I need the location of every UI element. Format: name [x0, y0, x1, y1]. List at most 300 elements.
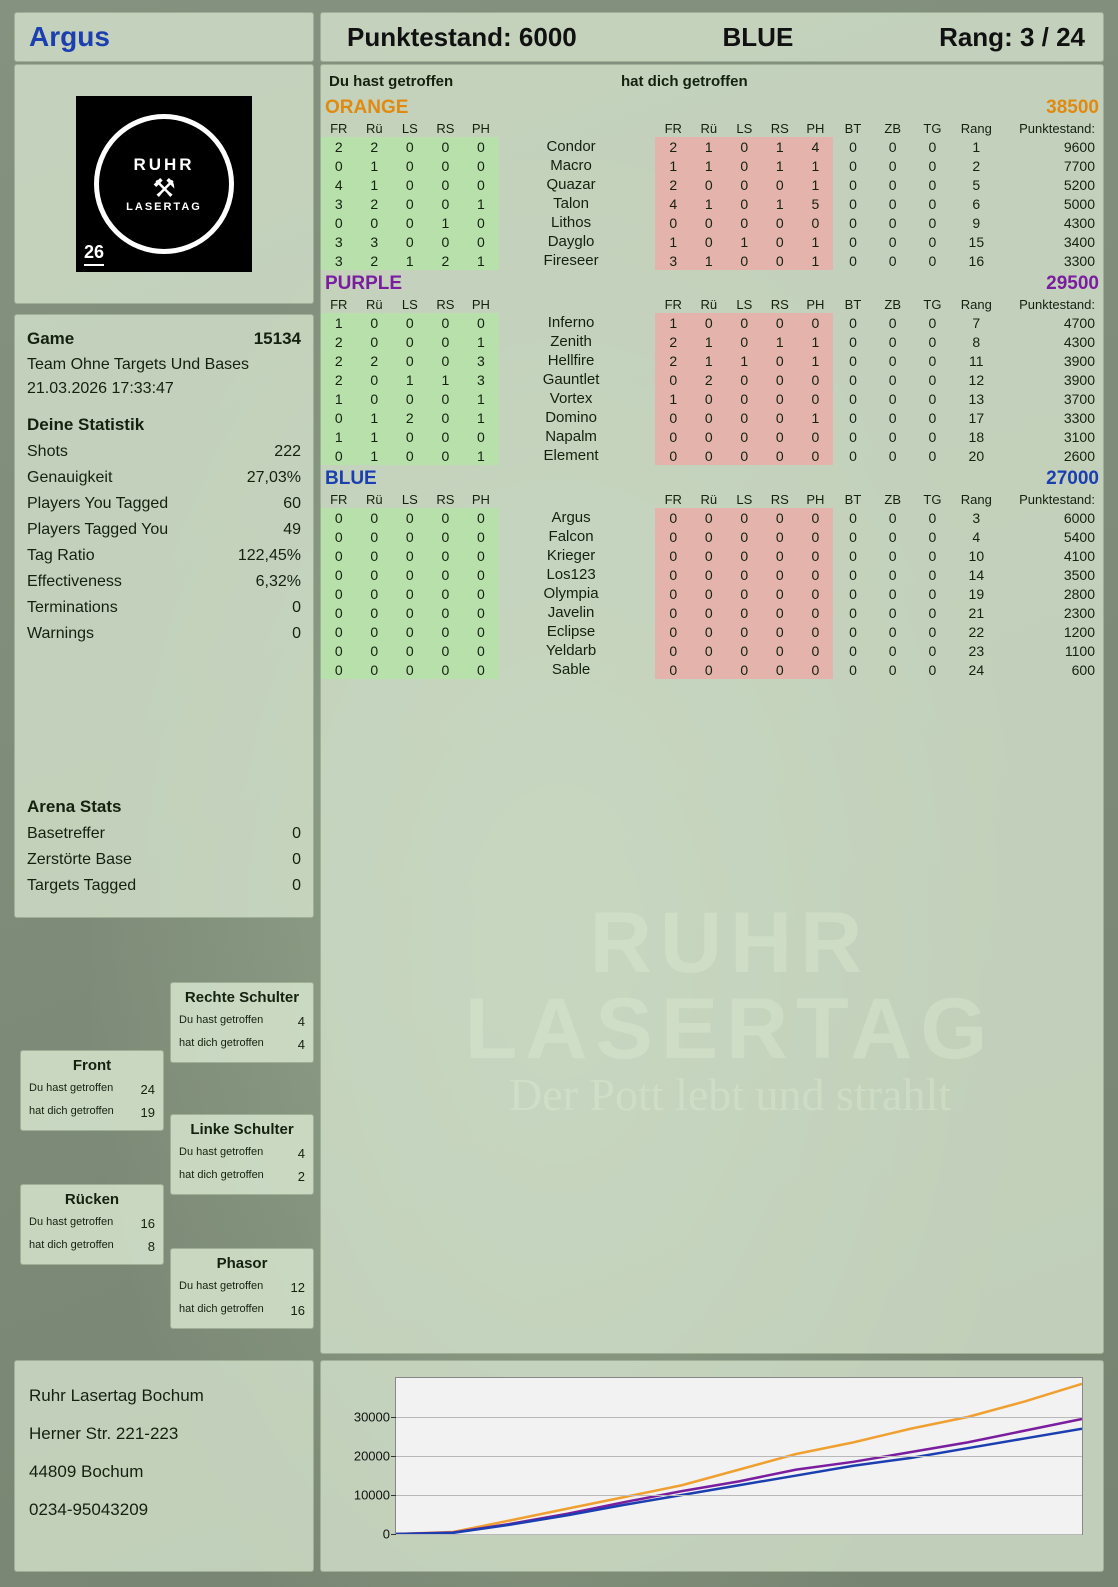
- table-cell: 17: [968, 409, 985, 426]
- table-cell: 0: [428, 565, 464, 584]
- column-header: Rü: [700, 297, 718, 312]
- table-row[interactable]: [321, 332, 1103, 351]
- table-cell: 0: [762, 389, 798, 408]
- table-cell: 0: [463, 660, 499, 679]
- table-cell: 14: [968, 566, 985, 583]
- table-cell: 0: [849, 390, 857, 407]
- table-cell: 0: [321, 446, 357, 465]
- table-cell: 0: [798, 622, 834, 641]
- zone-hit-label: Du hast getroffen: [179, 1014, 264, 1026]
- heading-tagged-you: hat dich getroffen: [621, 73, 748, 90]
- table-cell: 0: [392, 622, 428, 641]
- table-cell: 1: [428, 213, 464, 232]
- table-cell: 0: [321, 546, 357, 565]
- column-header: ZB: [884, 492, 902, 507]
- zone-phasor: [170, 1248, 314, 1329]
- table-cell: 3100: [1063, 428, 1095, 445]
- table-cell: 0: [321, 213, 357, 232]
- table-cell: 2: [428, 251, 464, 270]
- player-name-cell: Domino: [545, 409, 597, 426]
- table-cell: 0: [849, 409, 857, 426]
- player-name-cell: Zenith: [550, 333, 592, 350]
- table-cell: 0: [888, 447, 897, 464]
- table-cell: 3: [463, 351, 499, 370]
- table-cell: 2: [655, 332, 691, 351]
- table-cell: 0: [888, 138, 897, 155]
- table-cell: 0: [463, 603, 499, 622]
- player-name-cell: Gauntlet: [542, 371, 600, 388]
- table-cell: 0: [849, 566, 857, 583]
- table-row[interactable]: [321, 546, 1103, 565]
- table-cell: 0: [849, 509, 857, 526]
- table-cell: 16: [968, 252, 985, 269]
- table-cell: 0: [888, 642, 897, 659]
- column-header: Rang: [960, 492, 992, 507]
- column-header: Rü: [700, 492, 718, 507]
- player-name-cell: Vortex: [549, 390, 593, 407]
- column-header: PH: [806, 121, 825, 136]
- table-cell: 1: [392, 251, 428, 270]
- stat-row: [27, 439, 301, 465]
- zone-got-label: hat dich getroffen: [29, 1239, 114, 1251]
- table-cell: 7700: [1063, 157, 1095, 174]
- zone-front: [20, 1050, 164, 1131]
- stat-value: 49: [283, 521, 301, 538]
- table-cell: 0: [849, 585, 857, 602]
- table-cell: 0: [428, 427, 464, 446]
- table-row[interactable]: [321, 622, 1103, 641]
- team-score: 38500: [1046, 97, 1099, 118]
- stat-value: 6,32%: [255, 573, 301, 590]
- table-cell: 0: [849, 371, 857, 388]
- table-cell: 0: [849, 214, 857, 231]
- table-cell: 2: [691, 370, 727, 389]
- table-cell: 0: [798, 427, 834, 446]
- table-cell: 0: [357, 389, 393, 408]
- table-cell: 0: [762, 622, 798, 641]
- table-cell: 1: [463, 251, 499, 270]
- table-cell: 1200: [1063, 623, 1095, 640]
- zone-got-row: [179, 1033, 305, 1056]
- game-info-panel: [14, 314, 314, 918]
- table-cell: 0: [428, 408, 464, 427]
- table-cell: 9: [972, 214, 981, 231]
- table-cell: 1: [798, 175, 834, 194]
- table-cell: 0: [727, 370, 763, 389]
- table-cell: 1: [463, 194, 499, 213]
- table-row[interactable]: [321, 370, 1103, 389]
- table-cell: 0: [888, 566, 897, 583]
- table-cell: 0: [691, 584, 727, 603]
- table-row[interactable]: [321, 427, 1103, 446]
- zone-hit-value: 12: [290, 1280, 305, 1295]
- table-cell: 0: [928, 138, 937, 155]
- table-cell: 0: [392, 508, 428, 527]
- table-cell: 0: [849, 195, 857, 212]
- table-cell: 0: [691, 527, 727, 546]
- table-cell: 0: [392, 446, 428, 465]
- zone-got-row: [29, 1235, 155, 1258]
- table-cell: 19: [968, 585, 985, 602]
- table-row[interactable]: [321, 389, 1103, 408]
- table-cell: 0: [357, 565, 393, 584]
- table-cell: 0: [428, 527, 464, 546]
- table-cell: 0: [691, 389, 727, 408]
- player-name-cell: Napalm: [545, 428, 597, 445]
- table-cell: 13: [968, 390, 985, 407]
- table-cell: 0: [428, 446, 464, 465]
- table-row[interactable]: [321, 641, 1103, 660]
- column-header: LS: [736, 121, 753, 136]
- address-line: Ruhr Lasertag Bochum: [29, 1386, 204, 1405]
- table-cell: 0: [798, 584, 834, 603]
- table-row[interactable]: [321, 527, 1103, 546]
- phone-number: 0234-95043209: [29, 1500, 149, 1519]
- table-cell: 0: [888, 176, 897, 193]
- stat-value: 0: [292, 599, 301, 616]
- table-cell: 0: [727, 603, 763, 622]
- game-datetime: 21.03.2026 17:33:47: [27, 380, 174, 397]
- table-cell: 0: [928, 428, 937, 445]
- ruhr-lasertag-logo: [76, 96, 252, 272]
- chart-y-tick-label: 0: [382, 1526, 390, 1542]
- table-cell: 0: [463, 584, 499, 603]
- table-cell: 0: [888, 623, 897, 640]
- table-cell: 0: [463, 565, 499, 584]
- table-cell: 0: [357, 546, 393, 565]
- table-cell: 0: [798, 446, 834, 465]
- stat-label: Warnings: [27, 625, 94, 642]
- table-cell: 0: [392, 332, 428, 351]
- table-row[interactable]: [321, 137, 1103, 156]
- table-cell: 0: [798, 508, 834, 527]
- table-cell: 0: [727, 408, 763, 427]
- arena-row: [27, 847, 301, 873]
- table-cell: 0: [849, 314, 857, 331]
- table-row[interactable]: [321, 508, 1103, 527]
- table-cell: 0: [655, 527, 691, 546]
- zone-got-value: 2: [297, 1169, 305, 1184]
- table-cell: 0: [762, 508, 798, 527]
- table-cell: 0: [727, 446, 763, 465]
- chart-y-tick-label: 20000: [353, 1448, 390, 1464]
- arena-value: 0: [292, 877, 301, 894]
- logo-number: 26: [84, 242, 104, 266]
- hit-zone-panels: [14, 962, 314, 1352]
- table-cell: 0: [849, 252, 857, 269]
- table-cell: 3: [321, 251, 357, 270]
- player-name-cell: Olympia: [543, 585, 599, 602]
- table-cell: 0: [888, 214, 897, 231]
- table-cell: 7: [972, 314, 981, 331]
- table-cell: 0: [849, 157, 857, 174]
- table-cell: 0: [928, 547, 937, 564]
- table-cell: 0: [691, 408, 727, 427]
- table-cell: 0: [762, 527, 798, 546]
- table-cell: 3900: [1063, 352, 1095, 369]
- chart-gridline: [396, 1417, 1082, 1418]
- zone-hit-label: Du hast getroffen: [179, 1146, 264, 1158]
- team-table-orange: [321, 120, 1103, 270]
- table-row[interactable]: [321, 194, 1103, 213]
- column-header: RS: [436, 121, 455, 136]
- column-header: Rü: [700, 121, 718, 136]
- column-header: TG: [923, 297, 942, 312]
- column-header: FR: [664, 121, 682, 136]
- table-cell: 0: [762, 251, 798, 270]
- table-cell: 0: [888, 195, 897, 212]
- table-cell: 0: [357, 213, 393, 232]
- table-cell: 4: [655, 194, 691, 213]
- table-cell: 0: [849, 176, 857, 193]
- column-header: LS: [401, 121, 418, 136]
- table-cell: 0: [428, 313, 464, 332]
- table-cell: 0: [655, 622, 691, 641]
- zone-got-row: [179, 1299, 305, 1322]
- table-cell: 3500: [1063, 566, 1095, 583]
- table-cell: 0: [392, 427, 428, 446]
- zone-hit-value: 24: [140, 1082, 155, 1097]
- table-cell: 0: [428, 584, 464, 603]
- table-cell: 0: [727, 565, 763, 584]
- arena-value: 0: [292, 851, 301, 868]
- table-cell: 5200: [1063, 176, 1095, 193]
- table-cell: 1: [762, 156, 798, 175]
- table-row[interactable]: [321, 565, 1103, 584]
- column-header: BT: [844, 492, 862, 507]
- table-cell: 0: [691, 546, 727, 565]
- table-cell: 0: [392, 137, 428, 156]
- teams-container: [321, 94, 1103, 679]
- team-table-blue: [321, 491, 1103, 679]
- player-name-cell: Talon: [553, 195, 589, 212]
- team-name: BLUE: [325, 468, 377, 489]
- table-cell: 6000: [1063, 509, 1095, 526]
- table-cell: 0: [928, 352, 937, 369]
- table-cell: 0: [798, 527, 834, 546]
- table-cell: 0: [762, 603, 798, 622]
- score-progress-chart-panel: [320, 1360, 1104, 1572]
- zone-got-value: 16: [290, 1303, 305, 1318]
- table-cell: 0: [849, 642, 857, 659]
- table-cell: 0: [928, 528, 937, 545]
- table-cell: 1: [691, 332, 727, 351]
- table-row[interactable]: [321, 213, 1103, 232]
- stat-row: [27, 517, 301, 543]
- table-cell: 0: [463, 546, 499, 565]
- table-cell: 2: [357, 351, 393, 370]
- table-cell: 0: [655, 641, 691, 660]
- table-row[interactable]: [321, 446, 1103, 465]
- heading-you-tagged: Du hast getroffen: [329, 73, 454, 90]
- logo-ring: [94, 114, 234, 254]
- team-score: 29500: [1046, 273, 1099, 294]
- player-name-cell: Krieger: [546, 547, 596, 564]
- table-cell: 0: [321, 622, 357, 641]
- table-cell: 0: [798, 546, 834, 565]
- table-cell: 3400: [1063, 233, 1095, 250]
- team-header-purple: [321, 270, 1103, 296]
- zone-hit-label: Du hast getroffen: [179, 1280, 264, 1292]
- table-cell: 1: [691, 156, 727, 175]
- column-header: Rü: [365, 492, 383, 507]
- arena-stats-title: Arena Stats: [27, 797, 122, 816]
- zone-title: Rechte Schulter: [184, 989, 300, 1006]
- zone-hit-row: [179, 1142, 305, 1165]
- table-cell: 0: [428, 508, 464, 527]
- left-column: [14, 64, 314, 918]
- zone-hit-row: [29, 1212, 155, 1235]
- score-label: Punktestand: 6000: [347, 21, 577, 52]
- table-cell: 0: [928, 314, 937, 331]
- column-header: ZB: [884, 121, 902, 136]
- table-cell: 0: [691, 213, 727, 232]
- table-cell: 0: [463, 213, 499, 232]
- table-cell: 0: [655, 370, 691, 389]
- table-cell: 0: [727, 584, 763, 603]
- table-cell: 2800: [1063, 585, 1095, 602]
- table-cell: 0: [928, 642, 937, 659]
- table-cell: 4700: [1063, 314, 1095, 331]
- table-cell: 0: [762, 213, 798, 232]
- table-cell: 1: [727, 232, 763, 251]
- table-cell: 5: [798, 194, 834, 213]
- table-row[interactable]: [321, 408, 1103, 427]
- stat-label: Players You Tagged: [27, 495, 169, 512]
- table-row[interactable]: [321, 313, 1103, 332]
- table-cell: 0: [727, 156, 763, 175]
- table-cell: 0: [428, 546, 464, 565]
- table-cell: 0: [762, 584, 798, 603]
- zone-got-value: 19: [140, 1105, 155, 1120]
- scoreboard-column-headings: [321, 65, 1103, 94]
- table-cell: 0: [888, 371, 897, 388]
- table-cell: 0: [849, 661, 857, 678]
- table-cell: 0: [727, 660, 763, 679]
- table-cell: 0: [392, 565, 428, 584]
- table-row[interactable]: [321, 584, 1103, 603]
- table-cell: 2: [357, 251, 393, 270]
- table-row[interactable]: [321, 232, 1103, 251]
- table-cell: 0: [428, 622, 464, 641]
- stat-label: Effectiveness: [27, 573, 122, 590]
- table-cell: 0: [428, 641, 464, 660]
- table-cell: 1: [691, 137, 727, 156]
- table-cell: 0: [691, 446, 727, 465]
- table-cell: 1100: [1064, 642, 1095, 659]
- zone-got-value: 4: [297, 1037, 305, 1052]
- table-cell: 1: [321, 389, 357, 408]
- zone-title: Rücken: [64, 1191, 120, 1208]
- table-cell: 0: [691, 232, 727, 251]
- table-cell: 0: [463, 641, 499, 660]
- table-cell: 0: [762, 641, 798, 660]
- player-name-cell: Falcon: [548, 528, 594, 545]
- column-header: Punktestand:: [1019, 297, 1095, 312]
- table-cell: 5000: [1063, 195, 1095, 212]
- table-cell: 1: [357, 156, 393, 175]
- column-header: LS: [736, 297, 753, 312]
- table-cell: 3300: [1063, 252, 1095, 269]
- table-cell: 0: [888, 547, 897, 564]
- table-cell: 1: [428, 370, 464, 389]
- table-cell: 0: [762, 565, 798, 584]
- table-cell: 9600: [1063, 138, 1095, 155]
- table-cell: 0: [392, 175, 428, 194]
- table-row[interactable]: [321, 603, 1103, 622]
- table-cell: 0: [928, 233, 937, 250]
- table-row[interactable]: [321, 660, 1103, 679]
- table-cell: 0: [762, 175, 798, 194]
- stat-label: Tag Ratio: [27, 547, 95, 564]
- player-name-cell: Inferno: [547, 314, 595, 331]
- chart-plot: [353, 1377, 1083, 1542]
- table-cell: 0: [849, 428, 857, 445]
- table-cell: 22: [968, 623, 985, 640]
- table-cell: 4: [321, 175, 357, 194]
- column-header: FR: [330, 492, 348, 507]
- stat-value: 122,45%: [237, 547, 301, 564]
- column-header: PH: [806, 492, 825, 507]
- table-cell: 1: [762, 332, 798, 351]
- stat-row: [27, 543, 301, 569]
- table-cell: 1: [798, 351, 834, 370]
- table-cell: 0: [928, 176, 937, 193]
- team-label: BLUE: [722, 21, 794, 52]
- table-cell: 0: [392, 313, 428, 332]
- column-header: TG: [923, 492, 942, 507]
- table-cell: 3: [321, 194, 357, 213]
- table-cell: 0: [928, 585, 937, 602]
- table-cell: 0: [321, 660, 357, 679]
- table-cell: 0: [463, 232, 499, 251]
- zone-got-label: hat dich getroffen: [179, 1169, 264, 1181]
- player-name-cell: Element: [543, 447, 599, 464]
- table-row[interactable]: [321, 251, 1103, 270]
- chart-y-tick-label: 10000: [353, 1487, 390, 1503]
- table-cell: 0: [849, 138, 857, 155]
- table-cell: 0: [392, 603, 428, 622]
- table-cell: 10: [968, 547, 985, 564]
- table-cell: 0: [357, 332, 393, 351]
- stat-value: 60: [283, 495, 301, 512]
- table-cell: 0: [928, 566, 937, 583]
- table-row[interactable]: [321, 156, 1103, 175]
- table-cell: 0: [655, 446, 691, 465]
- zone-got-label: hat dich getroffen: [29, 1105, 114, 1117]
- table-cell: 1: [357, 408, 393, 427]
- table-cell: 0: [928, 333, 937, 350]
- table-cell: 0: [888, 157, 897, 174]
- table-cell: 2600: [1063, 447, 1095, 464]
- table-cell: 0: [928, 390, 937, 407]
- table-cell: 0: [727, 194, 763, 213]
- zone-rechte-schulter: [170, 982, 314, 1063]
- table-row[interactable]: [321, 175, 1103, 194]
- table-cell: 0: [691, 603, 727, 622]
- table-cell: 4300: [1063, 333, 1095, 350]
- column-header: RS: [770, 297, 789, 312]
- table-cell: 23: [968, 642, 985, 659]
- table-cell: 0: [691, 641, 727, 660]
- table-cell: 0: [798, 370, 834, 389]
- table-cell: 0: [655, 213, 691, 232]
- table-cell: 0: [798, 313, 834, 332]
- zone-linke-schulter: [170, 1114, 314, 1195]
- table-cell: 0: [727, 175, 763, 194]
- table-row[interactable]: [321, 351, 1103, 370]
- table-header-row: [321, 296, 1103, 313]
